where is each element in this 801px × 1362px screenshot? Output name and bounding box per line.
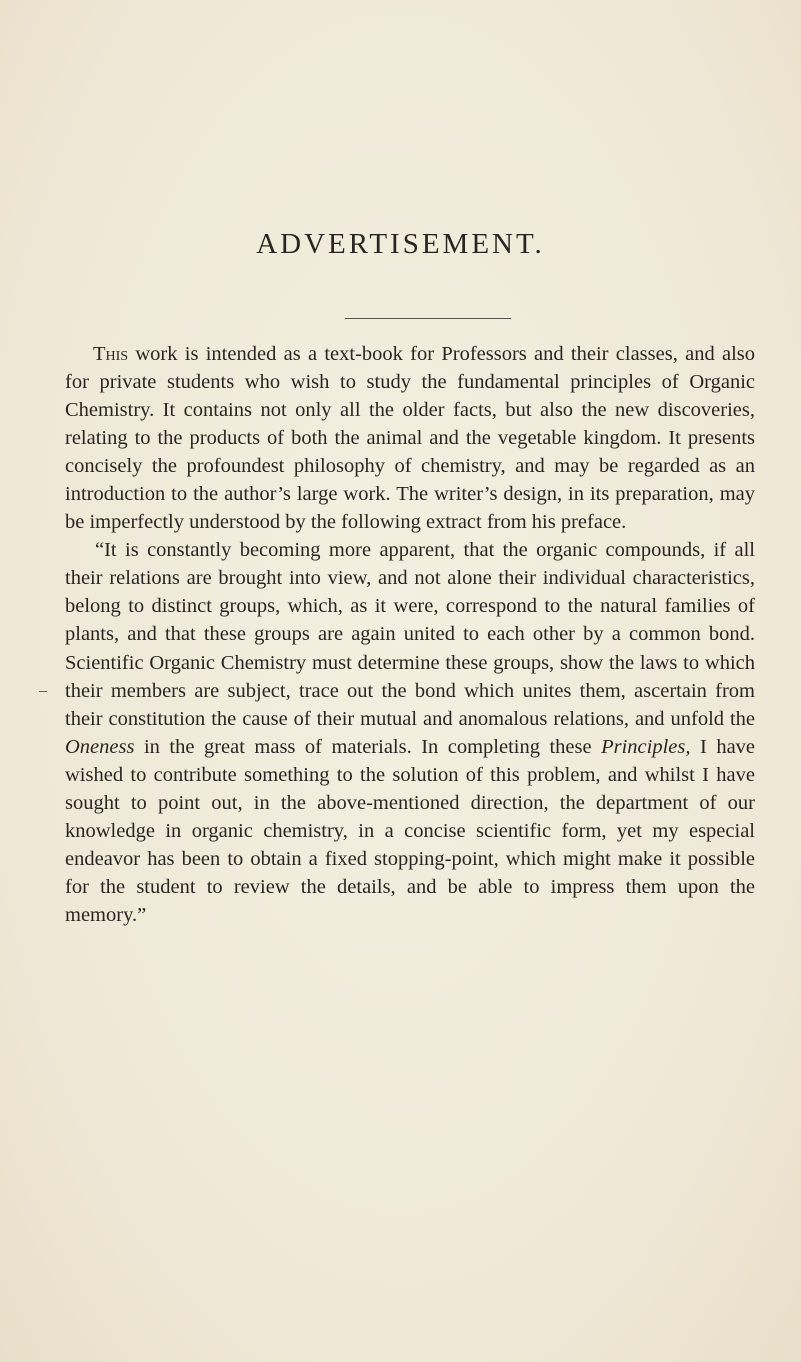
quote-italic-principles: Principles, bbox=[601, 735, 691, 758]
lead-word: This bbox=[93, 343, 129, 365]
quote-part-3: I have wished to contribute something to the solution of this problem, and whilst I have sought to point out, in the above-mentioned direction, the department of our knowledge in organic chemistry, in a concise scientific form, yet my especial endeavor has been to obtain a fixed stopping-point, which might make it possible for the student to review the details, and be able to impress them upon the memory.” bbox=[65, 735, 756, 926]
page-title: ADVERTISEMENT. bbox=[256, 228, 545, 260]
paragraph-intro bbox=[65, 340, 755, 536]
paragraph-intro-text: work is intended as a text-book for Professors and their classes, and also for private students who wish to study the fundamental principles of Organic Chemistry. It contains not only all the older facts, but also the new discoveries, relating to the products of both the animal and the vegetable kingdom. It presents concisely the profoundest philosophy of chemistry, and may be regarded as an introduction to the author’s large work. The writer’s design, in its preparation, may be imperfectly understood by the following extract from his preface. bbox=[65, 343, 755, 534]
quote-part-2: in the great mass of materials. In completing these bbox=[143, 735, 592, 758]
advertisement-text bbox=[65, 340, 755, 929]
quote-italic-oneness: Oneness bbox=[65, 735, 135, 758]
title-divider bbox=[345, 318, 511, 319]
margin-mark bbox=[39, 691, 47, 692]
quote-part-1: “It is constantly becoming more apparent, that the organic compounds, if all their relations are brought into view, and not alone their individual characteristics, belong to distinct groups, which, as it were, correspond to the natural families of plants, and that these groups are again united to each other by a common bond. Scientific Organic Chemistry must determine these groups, show the laws to which their members are subject, trace out the bond which unites them, ascertain from their constitution the cause of their mutual and anomalous relations, and unfold the bbox=[65, 539, 755, 730]
paragraph-quote bbox=[65, 536, 755, 929]
